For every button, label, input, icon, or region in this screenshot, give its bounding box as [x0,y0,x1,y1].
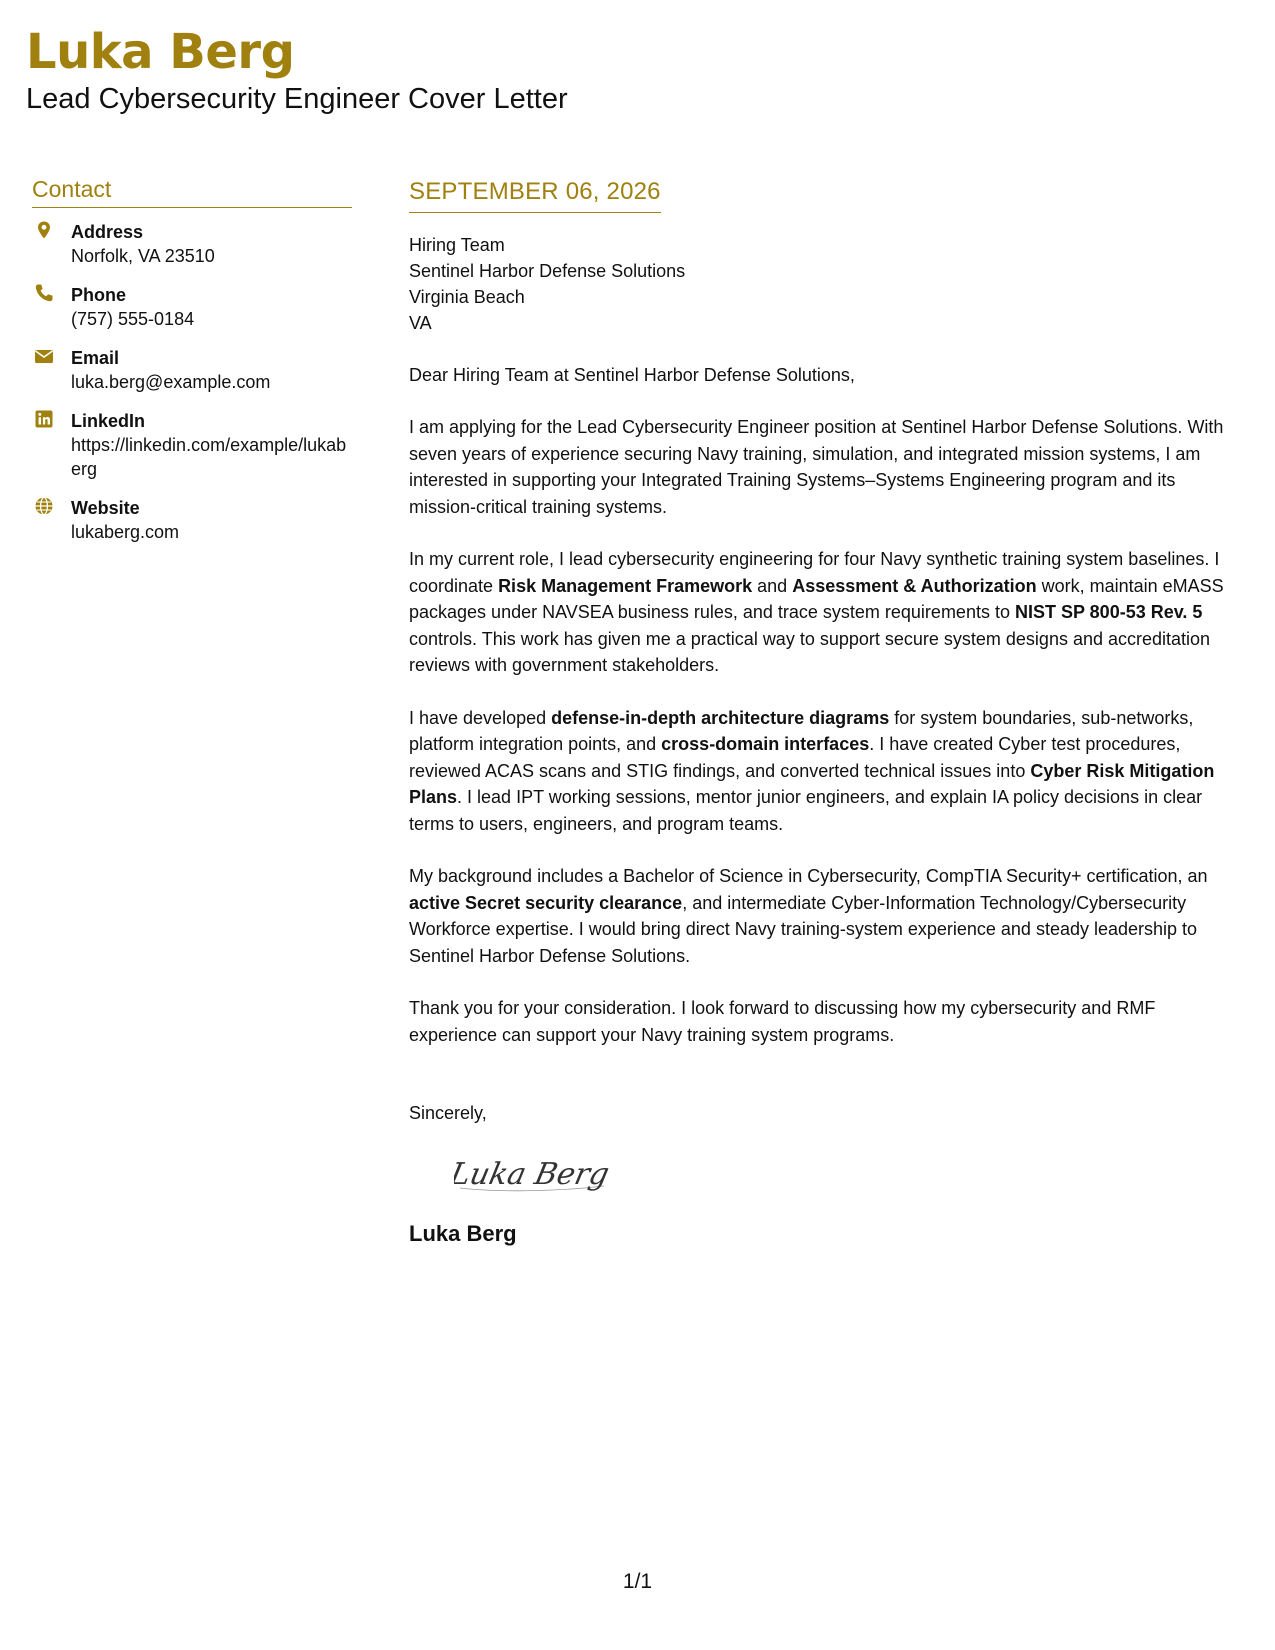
text-run: for system boundaries, sub-networks, platform integration points, and [409,707,1194,754]
closing: Sincerely, [409,1103,487,1123]
contact-email [32,346,352,394]
text-run: . I lead IPT working sessions, mentor junior engineers, and explain IA policy decisions in clear terms to users, engineers, and program teams. [409,787,1203,834]
map-pin-icon [34,220,54,240]
body-paragraph [409,414,1247,520]
body-paragraph [409,863,1247,969]
signer-name: Luka Berg [409,1221,517,1246]
contact-value: Norfolk, VA 23510 [71,246,215,266]
handwritten-signature [454,1148,1247,1203]
recipient-line: Virginia Beach [409,287,525,307]
body-paragraph [409,705,1247,838]
contact-label: Phone [71,285,127,305]
contact-value: (757) 555-0184 [71,309,195,329]
recipient-line: Hiring Team [409,235,505,255]
contact-website [32,496,352,544]
contact-value: lukaberg.com [71,522,180,542]
bold-phrase: Assessment & Authorization [792,575,1037,596]
page-number: 1/1 [622,1570,653,1593]
bold-phrase: cross-domain interfaces [661,734,870,754]
recipient-line: VA [409,313,432,333]
applicant-name: Luka Berg [26,24,295,80]
phone-icon [34,283,54,303]
envelope-icon [34,346,54,366]
contact-address [32,220,352,268]
signature-image [454,1148,634,1198]
text-run: and [752,575,793,596]
text-run: work, maintain eMASS packages under NAVSEA business rules, and trace system requirements to [409,575,1224,622]
text-run: . I have created Cyber test procedures, reviewed ACAS scans and STIG findings, and converted technical issues into [409,734,1181,781]
recipient-line: Sentinel Harbor Defense Solutions [409,261,686,281]
letter-body [409,178,1247,1247]
linkedin-icon [34,409,54,429]
bold-phrase: NIST SP 800-53 Rev. 5 [1014,602,1203,622]
contact-label: Address [71,222,144,242]
text-run: I have developed [409,707,552,728]
contact-value: https://linkedin.com/example/lukaberg [71,435,347,479]
recipient-address [409,232,1247,336]
document-subtitle: Lead Cybersecurity Engineer Cover Letter [26,83,568,115]
text-run: Thank you for your consideration. I look forward to discussing how my cybersecurity and RMF experience can support your Navy training system programs. [409,998,1156,1045]
globe-icon [34,496,54,516]
body-paragraph [409,995,1247,1048]
contact-label: LinkedIn [71,411,146,431]
text-run: , and intermediate Cyber-Information Technology/Cybersecurity Workforce expertise. I would bring direct Navy training-system experience and steady leadership to Sentinel Harbor Defense Solutions. [409,892,1198,966]
contact-linkedin [32,409,352,481]
date-block [409,178,661,213]
text-run: I am applying for the Lead Cybersecurity Engineer position at Sentinel Harbor Defense Solutions. With seven years of experience securing Navy training, simulation, and integrated mission systems, I am interested in supporting your Integrated Training Systems–Systems Engineering program and its mission-critical training systems. [409,417,1224,517]
contact-label: Website [71,498,140,518]
bold-phrase: defense-in-depth architecture diagrams [551,707,890,728]
letter-header [26,24,568,116]
letter-date: SEPTEMBER 06, 2026 [409,178,661,205]
body-paragraph [409,546,1247,679]
text-run: My background includes a Bachelor of Science in Cybersecurity, CompTIA Security+ certification, an [409,866,1208,886]
bold-phrase: Cyber Risk Mitigation Plans [409,760,1215,807]
text-run: controls. This work has given me a practical way to support secure system designs and accreditation reviews with government stakeholders. [409,628,1211,675]
salutation: Dear Hiring Team at Sentinel Harbor Defense Solutions, [409,365,855,385]
contact-phone [32,283,352,331]
contact-label: Email [71,348,120,368]
contact-heading: Contact [32,176,352,208]
text-run: In my current role, I lead cybersecurity engineering for four Navy synthetic training system baselines. I coordinate [409,549,1220,596]
contact-sidebar [32,176,352,559]
bold-phrase: Risk Management Framework [498,575,753,596]
signature-text: Luka Berg [454,1157,613,1192]
bold-phrase: active Secret security clearance [409,892,683,913]
contact-value: luka.berg@example.com [71,372,271,392]
